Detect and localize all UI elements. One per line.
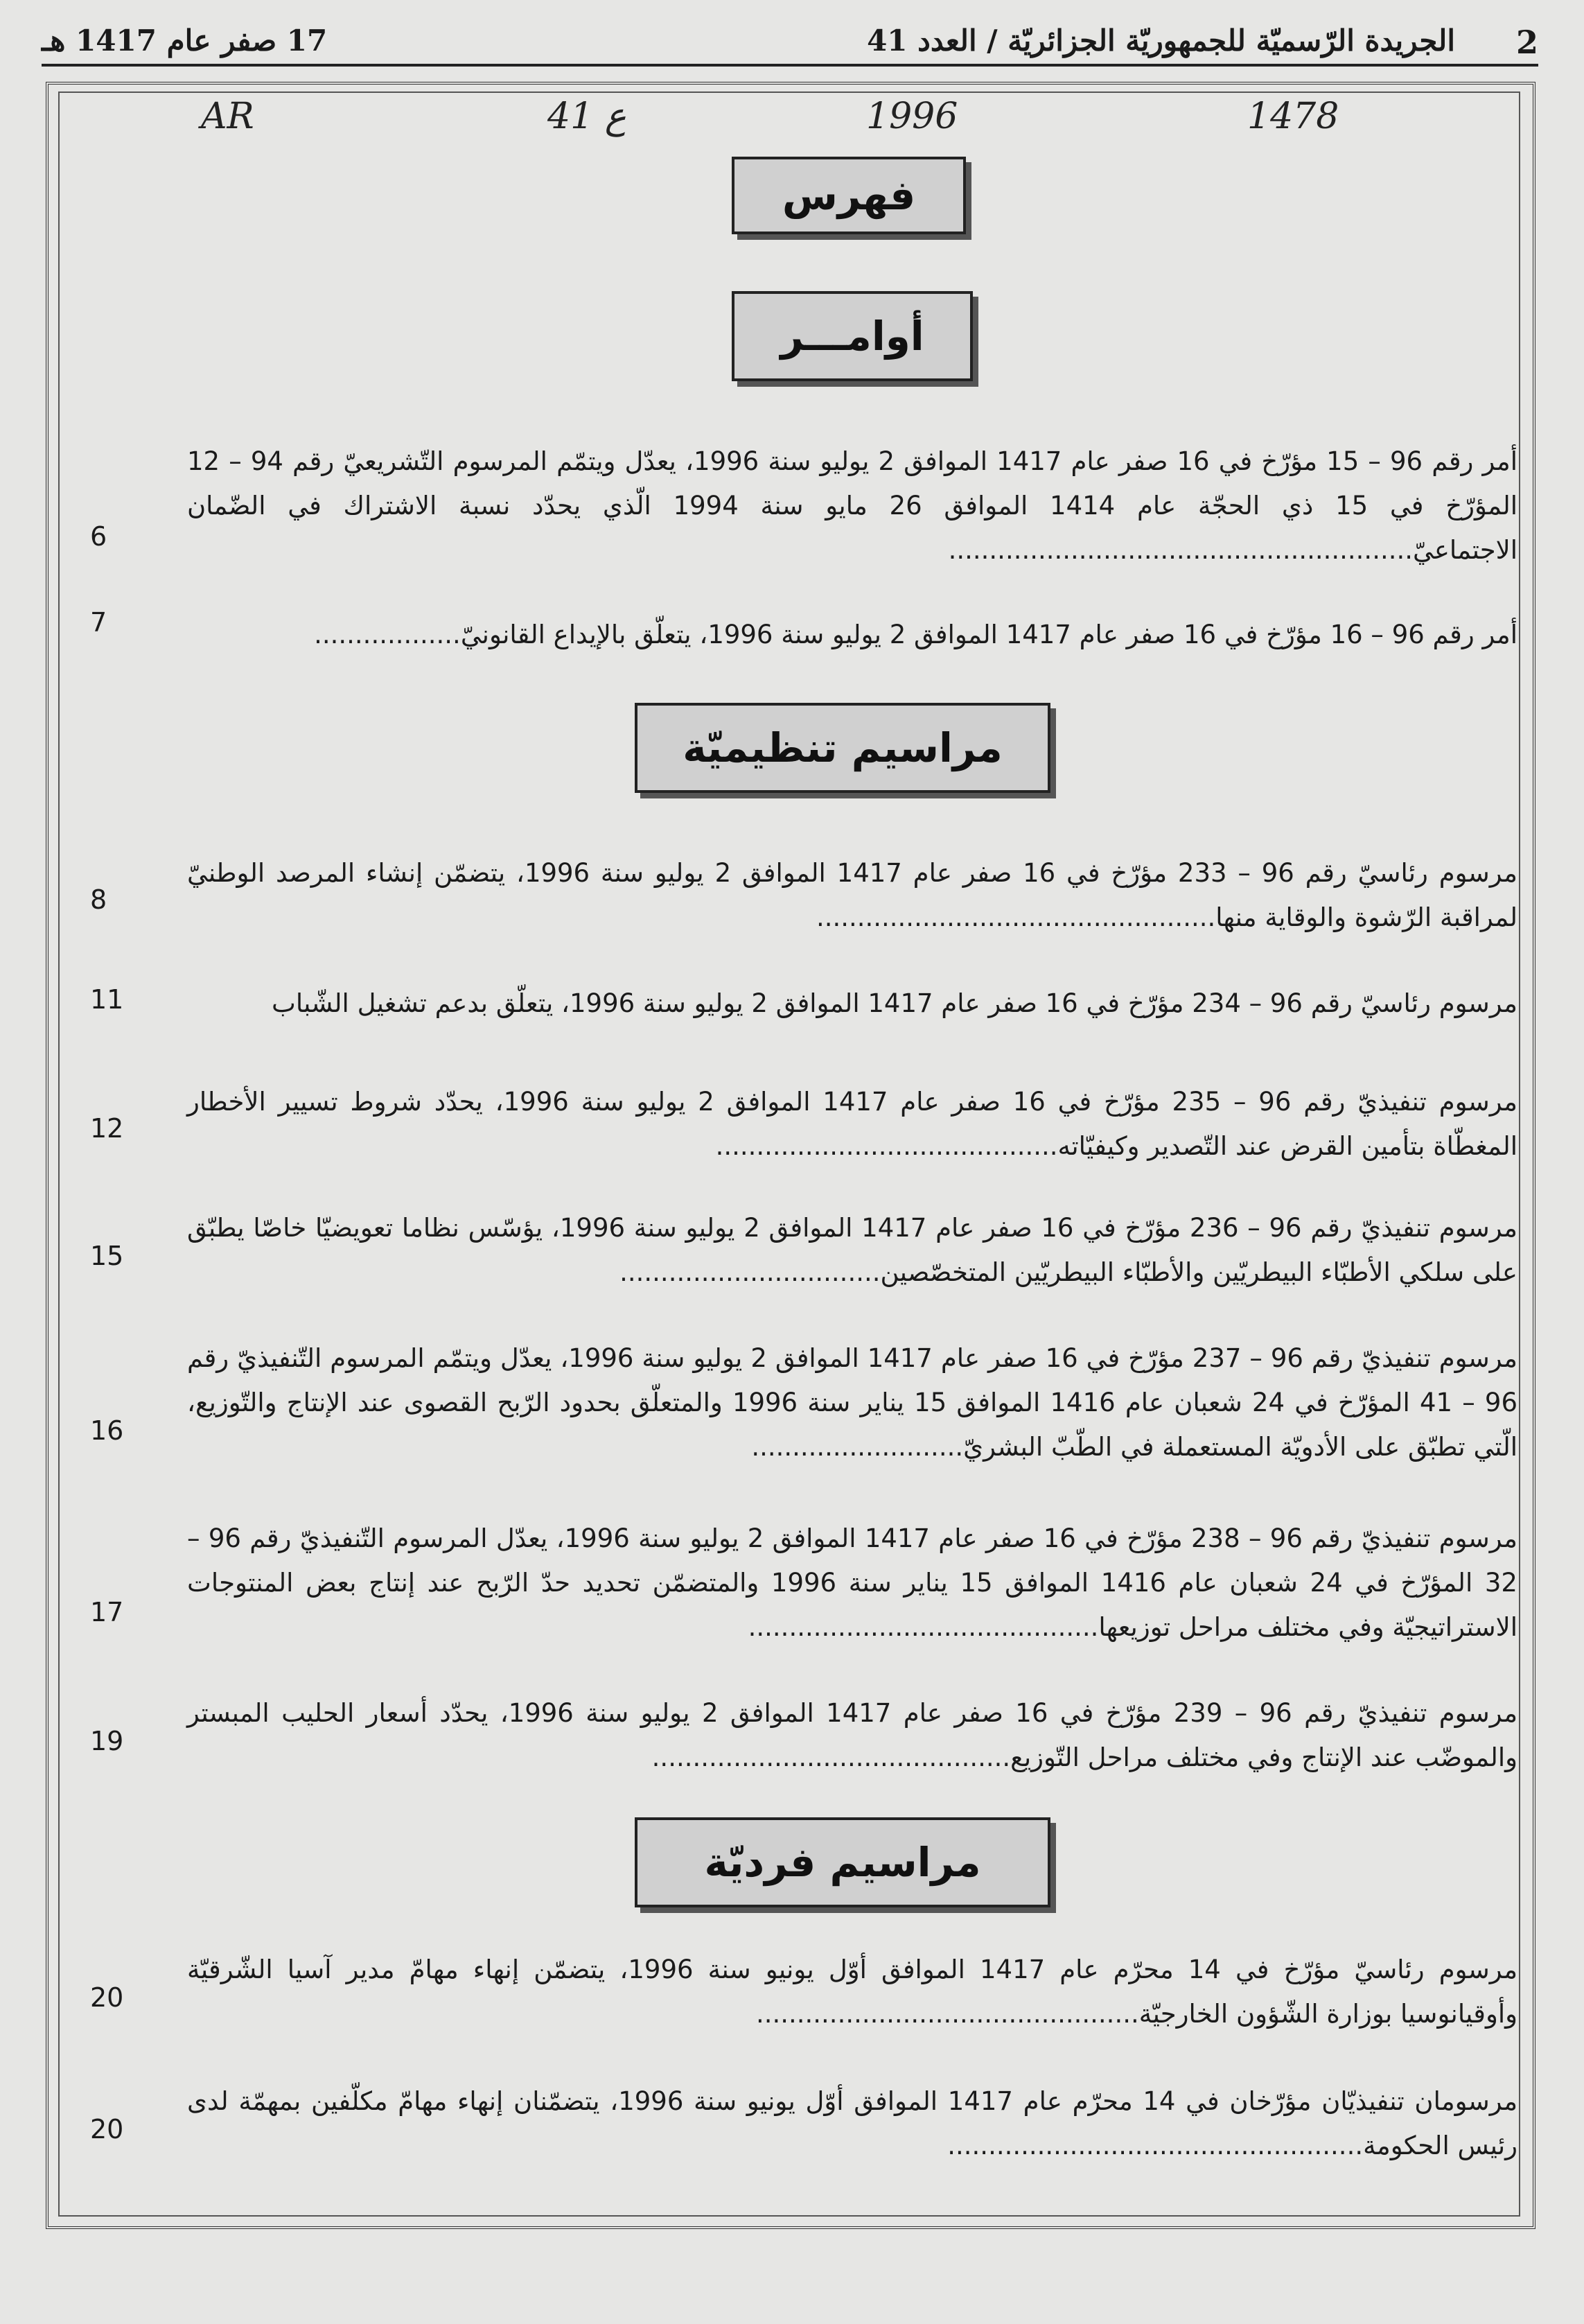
issue-date: 17 صفر عام 1417 هـ xyxy=(42,24,328,58)
toc-entry: مرسوم رئاسيّ رقم 96 – 233 مؤرّخ في 16 صفر عام 1417 الموافق 2 يوليو سنة 1996، يتضمّن إنشاء المرصد الوطنيّ لمراقبة الرّشوة والوقاية منها................................................. xyxy=(187,858,1517,932)
toc-entry: مرسوم تنفيذيّ رقم 96 – 239 مؤرّخ في 16 صفر عام 1417 الموافق 2 يوليو سنة 1996، يحدّد أسعار الحليب المبستر والموضّب عند الإنتاج وفي مختلف مراحل التّوزيع............................................ xyxy=(187,1698,1518,1772)
toc-page-number: 7 xyxy=(90,607,107,638)
toc-page-number: 17 xyxy=(90,1597,124,1627)
toc-entry: أمر رقم 96 – 15 مؤرّخ في 16 صفر عام 1417 الموافق 2 يوليو سنة 1996، يعدّل ويتمّم المرسوم التّشريعيّ رقم 94 – 12 المؤرّخ في 15 ذي الحجّة عام 1414 الموافق 26 مايو سنة 1994 الّذي يحدّد نسبة الاشتراك في الضّمان الاجتماعيّ......................................................... xyxy=(187,446,1518,565)
toc-entry: أمر رقم 96 – 16 مؤرّخ في 16 صفر عام 1417 الموافق 2 يوليو سنة 1996، يتعلّق بالإيداع القانونيّ.................. xyxy=(314,620,1517,649)
toc-entry: مرسوم تنفيذيّ رقم 96 – 236 مؤرّخ في 16 صفر عام 1417 الموافق 2 يوليو سنة 1996، يؤسّس نظاما تعويضيّا خاصّا يطبّق على سلكي الأطبّاء البيطريّين والأطبّاء البيطريّين المتخصّصين................................ xyxy=(187,1213,1517,1287)
section-heading-orders: أوامـــر xyxy=(732,291,973,381)
toc-page-number: 11 xyxy=(90,984,124,1015)
toc-entry: مرسوم تنفيذيّ رقم 96 – 235 مؤرّخ في 16 صفر عام 1417 الموافق 2 يوليو سنة 1996، يحدّد شروط تسيير الأخطار المغطّاة بتأمين القرض عند التّصدير وكيفيّاته.......................................... xyxy=(187,1087,1517,1161)
toc-entry: مرسوم رئاسيّ رقم 96 – 234 مؤرّخ في 16 صفر عام 1417 الموافق 2 يوليو سنة 1996، يتعلّق بدعم تشغيل الشّباب xyxy=(271,988,1517,1018)
gazette-title: الجريدة الرّسميّة للجمهوريّة الجزائريّة / العدد 41 xyxy=(867,24,1455,58)
toc-page-number: 8 xyxy=(90,884,107,915)
handwritten-note: 1478 xyxy=(1247,96,1339,137)
section-heading-index: فهرس xyxy=(732,157,966,234)
toc-entry: مرسوم تنفيذيّ رقم 96 – 238 مؤرّخ في 16 صفر عام 1417 الموافق 2 يوليو سنة 1996، يعدّل المرسوم التّنفيذيّ رقم 96 – 32 المؤرّخ في 24 شعبان عام 1416 الموافق 15 يناير سنة 1996 والمتضمّن تحديد حدّ الرّبح عند إنتاج بعض المنتوجات الاستراتيجيّة وفي مختلف مراحل توزيعها........................................... xyxy=(187,1523,1517,1642)
toc-page-number: 16 xyxy=(90,1415,124,1446)
toc-page-number: 12 xyxy=(90,1113,124,1144)
toc-page-number: 19 xyxy=(90,1726,124,1756)
toc-entry: مرسوم رئاسيّ مؤرّخ في 14 محرّم عام 1417 الموافق أوّل يونيو سنة 1996، يتضمّن إنهاء مهامّ مدير آسيا الشّرقيّة وأوقيانوسيا بوزارة الشّؤون الخارجيّة............................................... xyxy=(187,1955,1518,2029)
page-number: 2 xyxy=(1515,24,1538,61)
section-heading-regulatory-decrees: مراسيم تنظيميّة xyxy=(635,703,1050,793)
toc-page-number: 6 xyxy=(90,521,107,552)
handwritten-note: AR xyxy=(201,96,254,137)
toc-page-number: 20 xyxy=(90,1982,124,2013)
handwritten-note: ع 41 xyxy=(547,96,626,137)
toc-page-number: 20 xyxy=(90,2114,124,2144)
handwritten-note: 1996 xyxy=(866,96,958,137)
page-header xyxy=(42,19,1538,67)
header-rule xyxy=(42,64,1538,67)
toc-entry: مرسوم تنفيذيّ رقم 96 – 237 مؤرّخ في 16 صفر عام 1417 الموافق 2 يوليو سنة 1996، يعدّل ويتمّم المرسوم التّنفيذيّ رقم 96 – 41 المؤرّخ في 24 شعبان عام 1416 الموافق 15 يناير سنة 1996 والمتعلّق بحدود الرّبح القصوى عند الإنتاج والتّوزيع، الّتي تطبّق على الأدويّة المستعملة في الطّبّ البشريّ.......................... xyxy=(187,1343,1517,1462)
section-heading-individual-decrees: مراسيم فرديّة xyxy=(635,1817,1050,1907)
toc-entry: مرسومان تنفيذيّان مؤرّخان في 14 محرّم عام 1417 الموافق أوّل يونيو سنة 1996، يتضمّنان إنهاء مهامّ مكلّفين بمهمّة لدى رئيس الحكومة................................................... xyxy=(187,2086,1518,2160)
toc-page-number: 15 xyxy=(90,1241,124,1271)
